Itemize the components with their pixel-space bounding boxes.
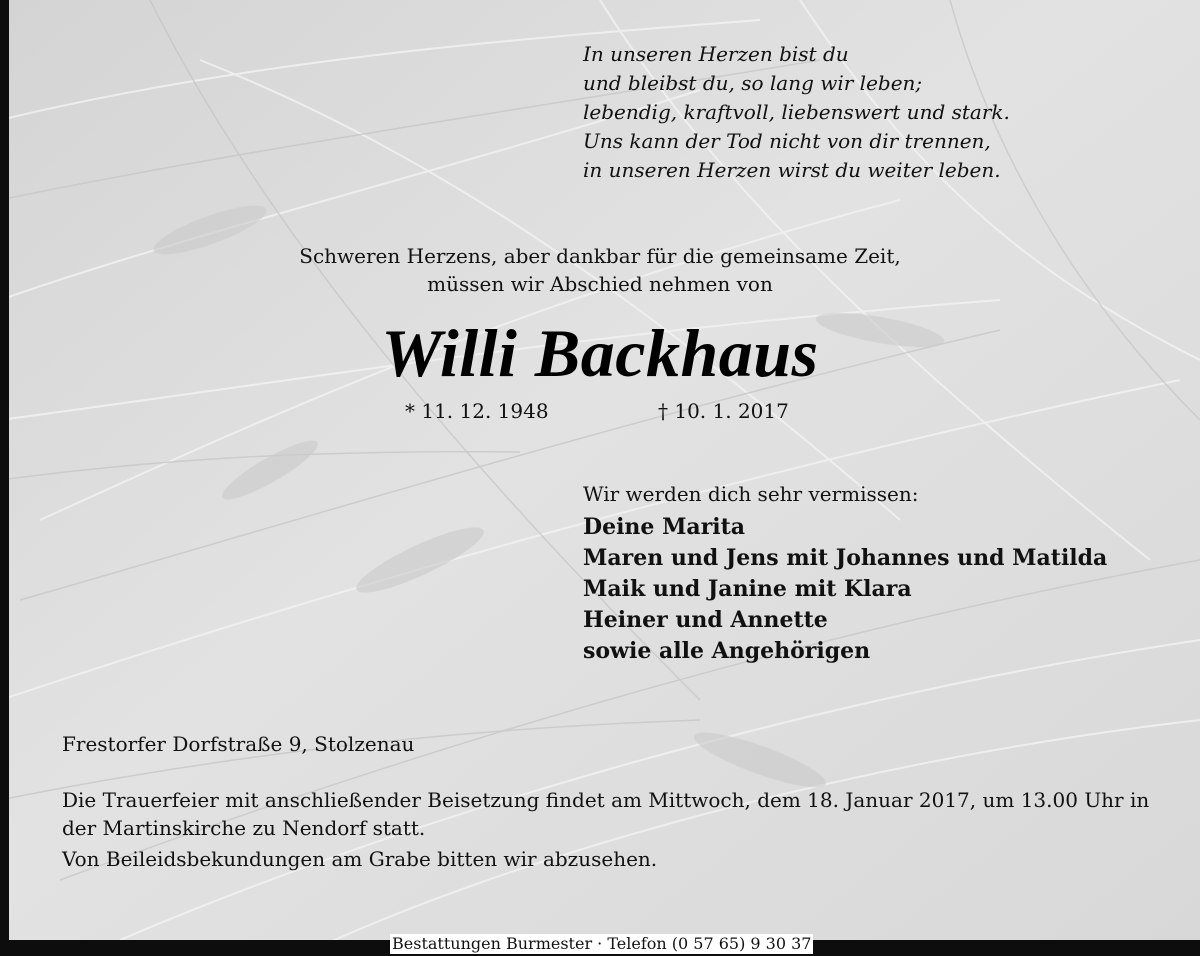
poem-line: Uns kann der Tod nicht von dir trennen, <box>583 129 991 153</box>
mourner-name: Heiner und Annette <box>583 607 828 633</box>
poem-line: lebendig, kraftvoll, liebenswert und stark. <box>583 100 1010 124</box>
intro-line-2: müssen wir Abschied nehmen von <box>427 272 773 296</box>
deceased-name: Willi Backhaus <box>381 315 819 391</box>
undertaker-contact: Bestattungen Burmester · Telefon (0 57 65) 9 30 37 <box>392 934 812 953</box>
condolences-note: Von Beileidsbekundungen am Grabe bitten wir abzusehen. <box>62 847 658 871</box>
family-address: Frestorfer Dorfstraße 9, Stolzenau <box>62 732 415 756</box>
mourners-intro: Wir werden dich sehr vermissen: <box>583 482 919 506</box>
mourner-name: Maik und Janine mit Klara <box>583 576 912 602</box>
mourner-name: Deine Marita <box>583 514 746 540</box>
intro-line-1: Schweren Herzens, aber dankbar für die gemeinsame Zeit, <box>299 244 901 268</box>
mourner-name: Maren und Jens mit Johannes und Matilda <box>583 545 1108 571</box>
mourners-section <box>583 480 1107 667</box>
poem-line: in unseren Herzen wirst du weiter leben. <box>583 158 1001 182</box>
memorial-poem <box>583 40 1010 185</box>
funeral-details: Die Trauerfeier mit anschließender Beisetzung findet am Mittwoch, dem 18. Januar 2017, um 13.00 Uhr in der Martinskirche zu Nendorf statt. <box>62 788 1150 840</box>
poem-line: und bleibst du, so lang wir leben; <box>583 71 923 95</box>
birth-date: * 11. 12. 1948 <box>405 399 549 423</box>
death-date: † 10. 1. 2017 <box>658 399 789 423</box>
poem-line: In unseren Herzen bist du <box>583 42 849 66</box>
farewell-intro <box>0 242 1200 298</box>
left-border <box>0 0 9 944</box>
mourner-name: sowie alle Angehörigen <box>583 638 871 664</box>
